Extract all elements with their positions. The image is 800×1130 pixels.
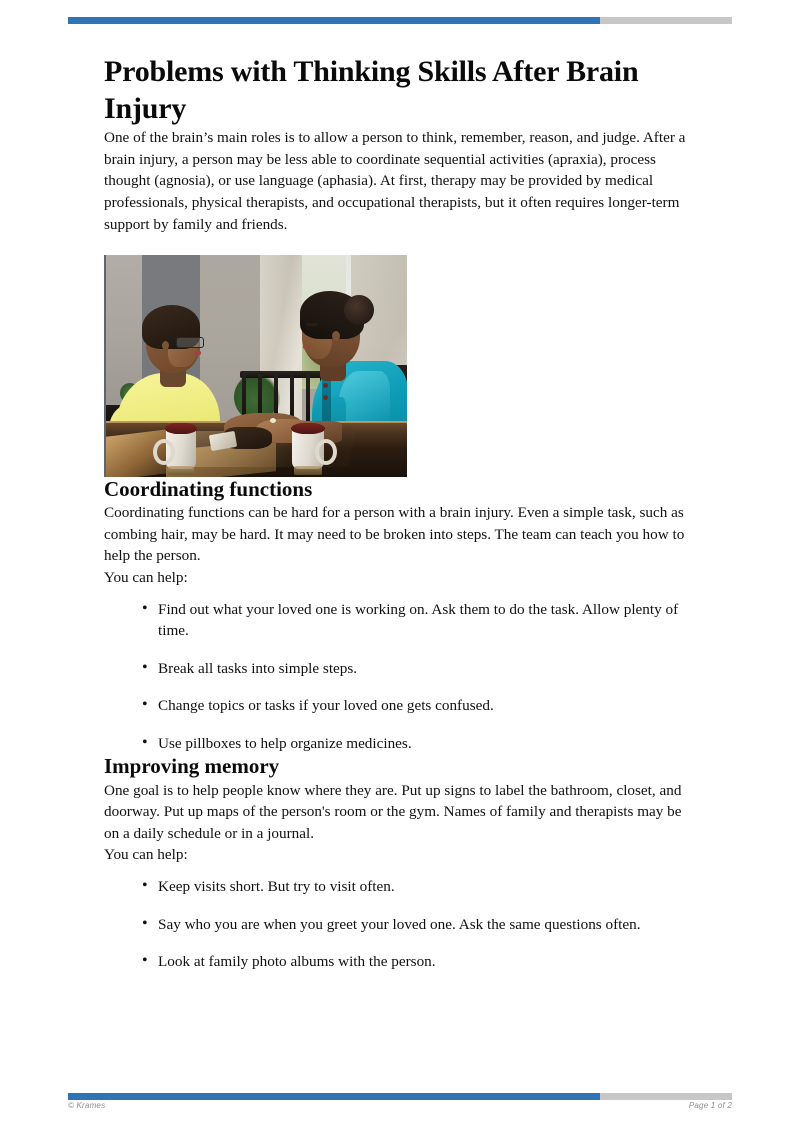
article-photo — [104, 255, 407, 477]
list-item: • Change topics or tasks if your loved one gets confused. — [142, 695, 700, 717]
page-title: Problems with Thinking Skills After Brain Injury — [104, 55, 639, 125]
list-item: • Use pillboxes to help organize medicines. — [142, 733, 700, 755]
footer-rule-gray-segment — [600, 1093, 732, 1100]
bullet-list-coordinating-functions — [104, 599, 700, 755]
section-paragraph-improving-memory: One goal is to help people know where they are. Put up signs to label the bathroom, closet, and doorway. Put up maps of the person's room or the gym. Names of family and therapists may be on a daily schedule or in a journal. — [104, 781, 682, 842]
bullet-list-improving-memory — [104, 876, 700, 973]
footer-rule — [68, 1093, 732, 1100]
document-content — [104, 0, 700, 973]
intro-paragraph: One of the brain’s main roles is to allow a person to think, remember, reason, and judge. After a brain injury, a person may be less able to coordinate sequential activities (apraxia), process thought (agnosia), or use language (aphasia). At first, therapy may be provided by medical professionals, physical therapists, and occupational therapists, but it often requires longer-term support by family and friends. — [104, 129, 686, 233]
section-lead-in-coordinating-functions: You can help: — [104, 569, 188, 586]
list-item: • Find out what your loved one is working on. Ask them to do the task. Allow plenty of time. — [142, 599, 700, 642]
section-lead-in-improving-memory: You can help: — [104, 846, 188, 864]
section-heading-improving-memory: Improving memory — [104, 754, 280, 779]
list-item: • Look at family photo albums with the person. — [142, 951, 700, 973]
photo-overlay — [106, 255, 407, 477]
footer-rule-blue-segment — [68, 1093, 600, 1100]
page-footer — [68, 1101, 732, 1110]
footer-page-number: Page 1 of 2 — [688, 1101, 732, 1110]
footer-copyright: © Krames — [68, 1101, 106, 1110]
section-paragraph-coordinating-functions: Coordinating functions can be hard for a person with a brain injury. Even a simple task, such as combing hair, may be hard. It may need to be broken into steps. The team can teach you how to help the person. — [104, 504, 685, 565]
list-item: • Say who you are when you greet your loved one. Ask the same questions often. — [142, 914, 700, 936]
list-item: • Break all tasks into simple steps. — [142, 658, 700, 680]
list-item: • Keep visits short. But try to visit often. — [142, 876, 700, 898]
section-heading-coordinating-functions: Coordinating functions — [104, 477, 313, 502]
